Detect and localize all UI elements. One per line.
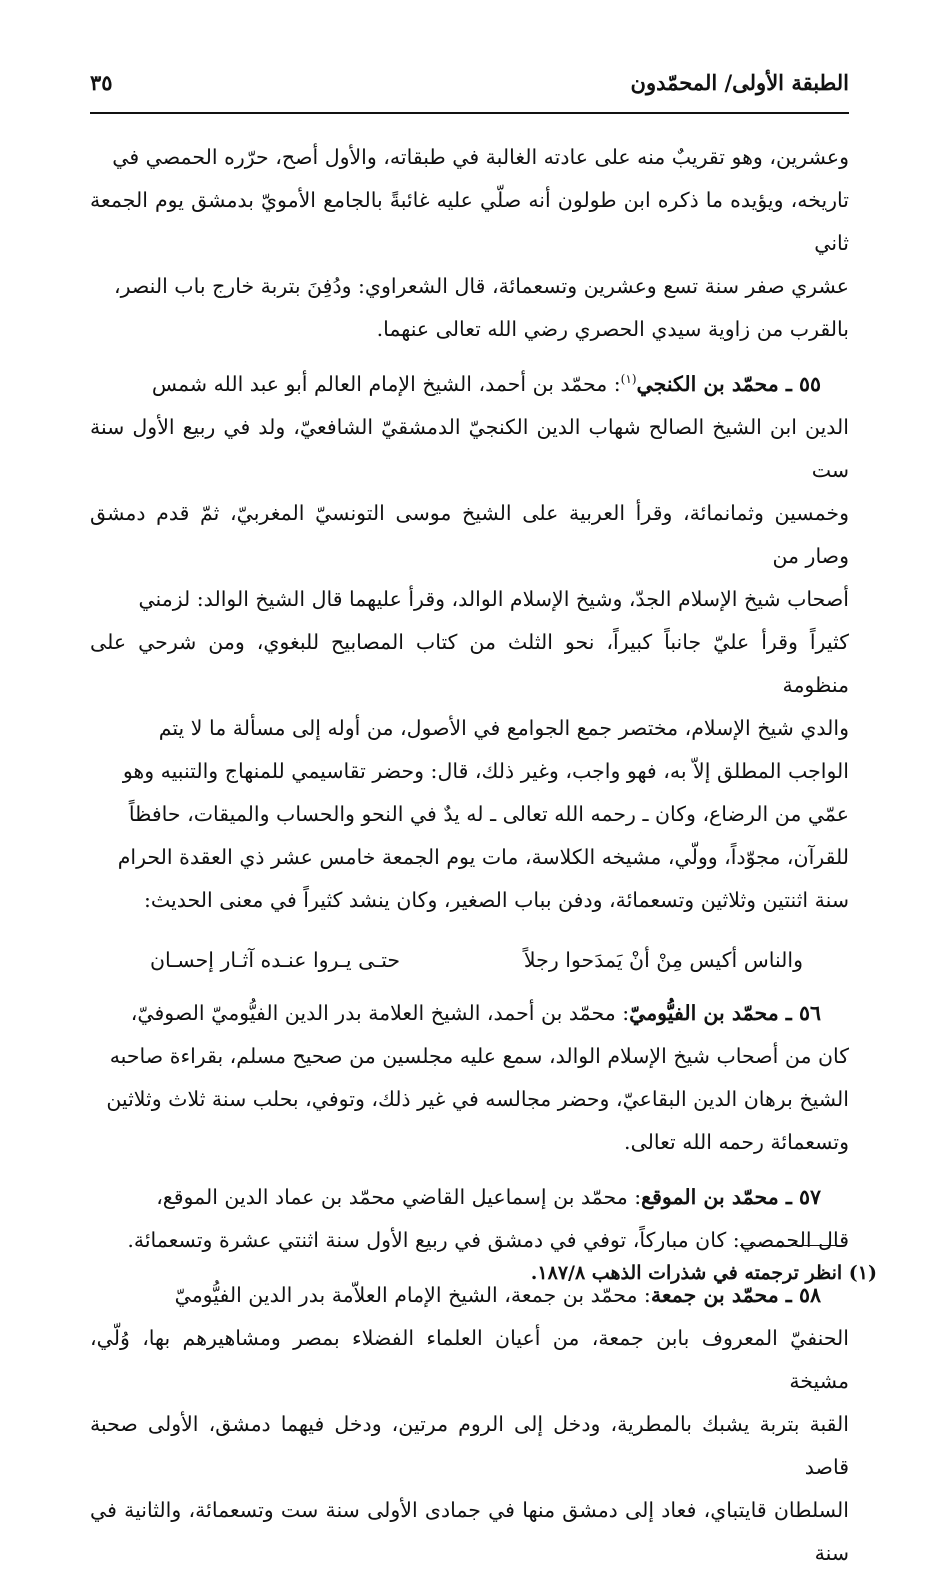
footnote-marker: (١) [620, 372, 637, 387]
text-line: أصحاب شيخ الإسلام الجدّ، وشيخ الإسلام الوالد، وقرأ عليهما قال الشيخ الوالد: لزمني [138, 587, 849, 611]
text-line: وعشرين، وهو تقريبٌ منه على عادته الغالبة في طبقاته، والأول أصح، حرّره الحمصي في [112, 145, 849, 169]
header-rule [90, 112, 849, 114]
text-line: سنة اثنتين وثلاثين وتسعمائة، ودفن بباب الصغير، وكان ينشد كثيراً في معنى الحديث: [144, 888, 849, 912]
text-line: الشيخ برهان الدين البقاعيّ، وحضر مجالسه في غير ذلك، وتوفي، بحلب سنة ثلاث وثلاثين [106, 1087, 849, 1111]
text-line: عمّي من الرضاع، وكان ـ رحمه الله تعالى ـ له يدٌ في النحو والحساب والميقات، حافظاً [128, 802, 849, 826]
footnote: (١) انظر ترجمته في شذرات الذهب ١٨٧/٨. [530, 1262, 877, 1284]
text-line: وخمسين وثمانمائة، وقرأ العربية على الشيخ موسى التونسيّ المغربيّ، ثمّ قدم دمشق وصار من [90, 501, 849, 568]
text-line: الواجب المطلق إلاّ به، فهو واجب، وغير ذلك، قال: وحضر تقاسيمي للمنهاج والتنبيه وهو [122, 759, 849, 783]
text-line: كان من أصحاب شيخ الإسلام الوالد، سمع عليه مجلسين من صحيح مسلم، بقراءة صاحبه [109, 1044, 849, 1068]
text-line: والدي شيخ الإسلام، مختصر جمع الجوامع في الأصول، من أوله إلى مسألة ما لا يتم [158, 716, 849, 740]
running-header [90, 70, 849, 110]
text-line: قال الحمصي: كان مباركاً، توفي في دمشق في ربيع الأول سنة اثنتي عشرة وتسعمائة. [127, 1228, 849, 1252]
verse-first-hemistich: والناس أكيس مِنْ أنْ يَمدَحوا رجلاً [523, 948, 803, 972]
text-line: السلطان قايتباي، فعاد إلى دمشق منها في جمادى الأولى سنة ست وتسعمائة، والثانية في سنة [90, 1498, 849, 1565]
entry-text: : محمّد بن أحمد، الشيخ الإمام العالم أبو عبد الله شمس [151, 372, 621, 396]
text-line: الحنفيّ المعروف بابن جمعة، من أعيان العلماء الفضلاء بمصر ومشاهيرهم بها، وُلّي، مشيخة [90, 1326, 849, 1393]
entry-55-first-line [90, 363, 849, 406]
text-line: بالقرب من زاوية سيدي الحصري رضي الله تعالى عنهما. [376, 317, 849, 341]
chapter-title: الطبقة الأولى/ المحمّدون [630, 70, 849, 95]
text-line: عشري صفر سنة تسع وعشرين وتسعمائة، قال الشعراوي: ودُفِنَ بتربة خارج باب النصر، [113, 274, 849, 298]
entry-text: : محمّد بن جمعة، الشيخ الإمام العلاّمة بدر الدين الفيُّوميّ [174, 1283, 651, 1307]
text-line: كثيراً وقرأ عليّ جانباً كبيراً، نحو الثلث من كتاب المصابيح للبغوي، ومن شرحي على منظومة [90, 630, 849, 697]
poetry-verse [90, 940, 849, 980]
entry-56-first-line [90, 992, 849, 1035]
text-line: الدين ابن الشيخ الصالح شهاب الدين الكنجيّ الدمشقيّ الشافعيّ، ولد في ربيع الأول سنة ست [90, 415, 849, 482]
main-text [90, 136, 849, 1575]
text-line: وتسعمائة رحمه الله تعالى. [624, 1130, 849, 1154]
entry-57-first-line [90, 1176, 849, 1219]
entry-text: : محمّد بن أحمد، الشيخ العلامة بدر الدين الفيُّوميّ الصوفيّ، [130, 1001, 630, 1025]
entry-text: : محمّد بن إسماعيل القاضي محمّد بن عماد الدين الموقع، [156, 1185, 642, 1209]
text-line: تاريخه، ويؤيده ما ذكره ابن طولون أنه صلّي عليه غائبةً بالجامع الأمويّ بدمشق يوم الجمعة ثاني [90, 188, 849, 255]
text-line: القبة بتربة يشبك بالمطرية، ودخل إلى الروم مرتين، ودخل فيهما دمشق، الأولى صحبة قاصد [90, 1412, 849, 1479]
entry-heading: ٥٥ ـ محمّد بن الكنجي [636, 372, 821, 396]
page-number: ٣٥ [90, 70, 113, 95]
entry-heading: ٥٦ ـ محمّد بن الفيُّوميّ [629, 1001, 821, 1025]
entry-heading: ٥٨ ـ محمّد بن جمعة [650, 1283, 821, 1307]
verse-second-hemistich: حتـى يـروا عنـده آثـار إحسـان [150, 948, 401, 972]
entry-heading: ٥٧ ـ محمّد بن الموقع [641, 1185, 821, 1209]
text-line: للقرآن، مجوّداً، وولّي، مشيخه الكلاسة، مات يوم الجمعة خامس عشر ذي العقدة الحرام [117, 845, 849, 869]
footnote-rule [740, 1245, 845, 1246]
